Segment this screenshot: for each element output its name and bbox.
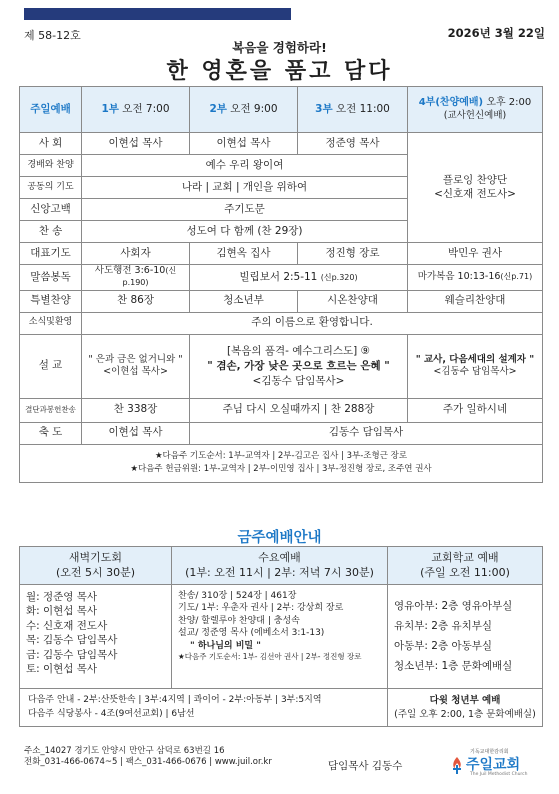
sermon-1: " 은과 금은 없거니와 " <이현섭 목사> xyxy=(82,334,190,398)
list-item: 유치부: 2층 유치부실 xyxy=(394,619,493,632)
row-label: 결단과봉헌찬송 xyxy=(20,398,82,422)
cell-value: 김동수 담임목사 xyxy=(190,422,543,444)
cell-value: 마가복음 10:13-16(신p.71) xyxy=(408,265,543,291)
list-item: 목: 김동수 담임목사 xyxy=(26,634,118,647)
cell-value: 이현섭 목사 xyxy=(82,422,190,444)
wednesday-next-prayer: ★다음주 기도순서: 1부- 김선아 권사 | 2부- 정진형 장로 xyxy=(178,652,362,662)
wednesday-sermon-title: " 하나님의 비밀 " xyxy=(190,640,261,651)
weekly-section-title: 금주예배안내 xyxy=(237,530,322,546)
service-4-header: 4부(찬양예배) 오후 2:00 (교사헌신예배) xyxy=(408,87,543,133)
page-title: 한 영혼을 품고 담다 xyxy=(166,59,393,84)
list-item: 설교/ 정준영 목사 (에베소서 3:1-13) xyxy=(178,628,325,639)
address: 주소_14027 경기도 안양시 만안구 삼덕로 63번길 16 xyxy=(24,746,225,756)
cell-value: 청소년부 xyxy=(190,290,298,312)
cell-value: 정진형 장로 xyxy=(298,243,408,265)
list-item: 금: 김동수 담임목사 xyxy=(26,648,118,661)
next-week-guide: 다음주 안내 - 2부:산뜻한속 | 3부:4지역 | 콰이어 - 2부:아동부 | 3부:5지역 다음주 식당봉사 - 4조(9여선교회) | 6남선 xyxy=(20,689,388,727)
row-label: 소식및환영 xyxy=(20,312,82,334)
cell-value: 주님 다시 오실때까지 | 찬 288장 xyxy=(190,398,408,422)
service-2-header: 2부 오전 9:00 xyxy=(190,87,298,133)
cell-value: 박민우 권사 xyxy=(408,243,543,265)
wednesday-header: 수요예배 (1부: 오전 11시 | 2부: 저녁 7시 30분) xyxy=(172,547,388,585)
list-item: 화: 이현섭 목사 xyxy=(26,605,98,618)
row-label: 특별찬양 xyxy=(20,290,82,312)
cell-value: 나라 | 교회 | 개인을 위하여 xyxy=(82,177,408,199)
youth-service: 다윗 청년부 예배 (주일 오후 2:00, 1층 문화예배실) xyxy=(388,689,543,727)
cell-value: 시온찬양대 xyxy=(298,290,408,312)
dawn-prayer-list xyxy=(20,585,172,689)
cell-value: 주기도문 xyxy=(82,199,408,221)
senior-pastor: 담임목사 김동수 xyxy=(328,760,403,772)
list-item: 월: 정준영 목사 xyxy=(26,591,98,603)
sermon-4: " 교사, 다음세대의 설계자 " <김동수 담임목사> xyxy=(408,334,543,398)
row-label: 신앙고백 xyxy=(20,199,82,221)
school-list xyxy=(388,585,543,689)
list-item: 기도/ 1부: 우춘자 권사 | 2부: 강상희 장로 xyxy=(178,603,344,614)
subtitle: 복음을 경험하라! xyxy=(232,40,327,55)
row-label: 설 교 xyxy=(20,334,82,398)
list-item: 토: 이현섭 목사 xyxy=(26,663,98,676)
list-item: 찬송/ 310장 | 524장 | 461장 xyxy=(178,591,297,601)
cell-value: 주의 이름으로 환영합니다. xyxy=(82,312,543,334)
list-item: 찬양/ 할렐루야 찬양대 | 충성속 xyxy=(178,615,300,626)
cell-value: 빌립보서 2:5-11 (신p.320) xyxy=(190,265,408,291)
row-label: 공동의 기도 xyxy=(20,177,82,199)
top-bar xyxy=(24,8,291,20)
dawn-prayer-header: 새벽기도회 (오전 5시 30분) xyxy=(20,547,172,585)
row-label: 사 회 xyxy=(20,133,82,155)
list-item: 수: 신호재 전도사 xyxy=(26,619,108,632)
next-week-notes: ★다음주 기도순서: 1부-교역자 | 2부-김고은 집사 | 3부-조형근 장로 ★다음주 헌금위원: 1부-교역자 | 2부-이민영 집사 | 3부-정진형 장로, 조주연 권사 xyxy=(20,444,543,482)
logo-text: 주일교회 xyxy=(466,757,521,773)
cell-value: 주가 일하시네 xyxy=(408,398,543,422)
sermon-main: [복음의 품격- 예수그리스도] ⑨ " 겸손, 가장 낮은 곳으로 흐르는 은혜 " <김동수 담임목사> xyxy=(190,334,408,398)
row-label: 말씀봉독 xyxy=(20,265,82,291)
list-item: 아동부: 2층 아동부실 xyxy=(394,639,493,652)
service-3-header: 3부 오전 11:00 xyxy=(298,87,408,133)
cross-flame-icon xyxy=(450,756,464,774)
church-logo: 기독교대한감리회 주일교회 The Juil Methodist Church xyxy=(446,748,546,778)
worship-order-table xyxy=(19,86,543,483)
issue-number: 제 58-12호 xyxy=(24,29,81,42)
list-item: 청소년부: 1층 문화예배실 xyxy=(394,659,513,672)
weekly-services-table xyxy=(19,546,543,727)
wednesday-list xyxy=(172,585,388,689)
footer-contact xyxy=(24,746,272,769)
service-1-header: 1부 오전 7:00 xyxy=(82,87,190,133)
cell-value: 예수 우리 왕이여 xyxy=(82,155,408,177)
cell-value: 사회자 xyxy=(82,243,190,265)
cell-value: 찬 86장 xyxy=(82,290,190,312)
row-label: 경배와 찬양 xyxy=(20,155,82,177)
worship-header-label: 주일예배 xyxy=(20,87,82,133)
bulletin-date: 2026년 3월 22일 xyxy=(447,26,545,40)
cell-value: 정준영 목사 xyxy=(298,133,408,155)
cell-value: 김현옥 집사 xyxy=(190,243,298,265)
phone-fax-web: 전화_031-466-0674~5 | 팩스_031-466-0676 | www.juil.or.kr xyxy=(24,757,272,768)
cell-value: 성도여 다 함께 (찬 29장) xyxy=(82,221,408,243)
list-item: 영유아부: 2층 영유아부실 xyxy=(394,600,513,612)
cell-value: 찬 338장 xyxy=(82,398,190,422)
row-label: 찬 송 xyxy=(20,221,82,243)
row-label: 축 도 xyxy=(20,422,82,444)
cell-value: 이현섭 목사 xyxy=(190,133,298,155)
cell-value: 웨슬리찬양대 xyxy=(408,290,543,312)
cell-value: 이현섭 목사 xyxy=(82,133,190,155)
cell-value: 사도행전 3:6-10(신p.190) xyxy=(82,265,190,291)
row-label: 대표기도 xyxy=(20,243,82,265)
service-4-side-cell: 플로잉 찬양단 <신호재 전도사> xyxy=(408,133,543,243)
school-header: 교회학교 예배 (주일 오전 11:00) xyxy=(388,547,543,585)
